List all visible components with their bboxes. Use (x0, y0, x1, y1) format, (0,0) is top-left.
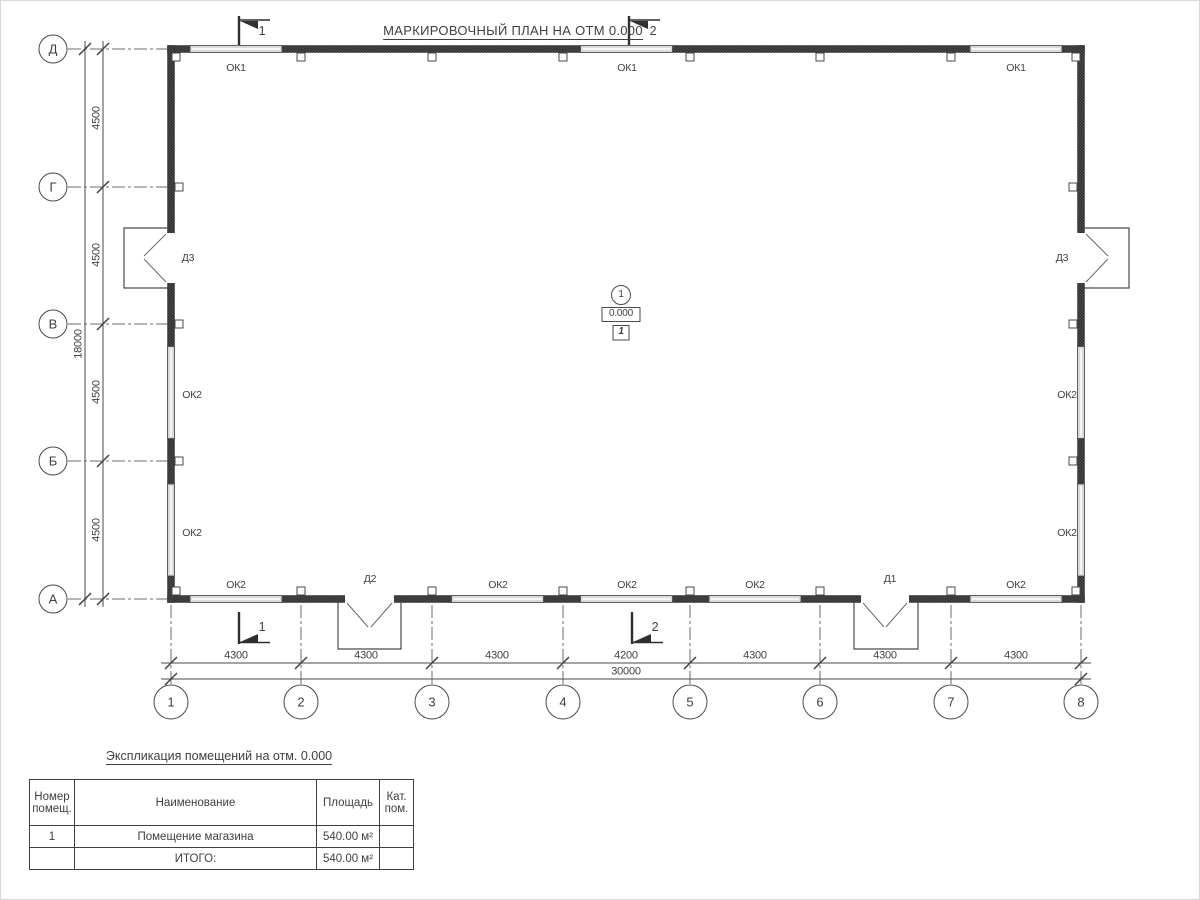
axis-bubble-row-v: В (39, 310, 68, 339)
cell-total-label: ИТОГО: (75, 848, 317, 870)
dim-label-bottom-3: 4300 (485, 649, 509, 662)
door-label-d1: Д1 (883, 572, 897, 585)
dim-label-bottom-6: 4300 (873, 649, 897, 662)
dim-label-bottom-7: 4300 (1004, 649, 1028, 662)
exterior-walls (168, 46, 1085, 603)
dim-label-left-2: 4500 (90, 243, 103, 267)
window-label-ok2: ОК2 (182, 388, 202, 401)
window-label-ok2: ОК2 (182, 526, 202, 539)
col-header-category: Кат. пом. (380, 780, 414, 826)
dim-label-bottom-1: 4300 (224, 649, 248, 662)
room-axis-number: 1 (618, 289, 624, 300)
dim-label-bottom-total: 30000 (611, 665, 641, 678)
cell-room-name: Помещение магазина (75, 826, 317, 848)
window-label-ok2: ОК2 (745, 578, 765, 591)
window-label-ok2: ОК2 (617, 578, 637, 591)
window-label-ok1: ОК1 (617, 61, 637, 74)
explication-table (29, 779, 414, 870)
dim-label-left-1: 4500 (90, 106, 103, 130)
section-number-bottom-1: 1 (258, 619, 266, 634)
section-number-top-1: 1 (258, 23, 266, 38)
dim-label-bottom-2: 4300 (354, 649, 378, 662)
window-label-ok2: ОК2 (1006, 578, 1026, 591)
dim-label-bottom-4: 4200 (614, 649, 638, 662)
elevation-value: 0.000 (608, 308, 634, 319)
axis-bubble-column-5: 5 (673, 685, 708, 720)
dim-label-left-4: 4500 (90, 518, 103, 542)
window-label-ok2: ОК2 (1057, 388, 1077, 401)
cell-total-area: 540.00 м² (317, 848, 380, 870)
dim-label-left-3: 4500 (90, 380, 103, 404)
room-number: 1 (618, 326, 624, 337)
plan-linework (1, 1, 1200, 900)
door-label-d3-right: Д3 (1055, 251, 1069, 264)
cell-empty (380, 848, 414, 870)
axis-bubble-column-6: 6 (803, 685, 838, 720)
window-label-ok2: ОК2 (488, 578, 508, 591)
axis-bubble-column-7: 7 (934, 685, 969, 720)
axis-bubble-column-3: 3 (415, 685, 450, 720)
dim-label-left-total: 18000 (72, 329, 85, 359)
axis-bubble-column-4: 4 (546, 685, 581, 720)
axis-bubble-row-d: Д (39, 35, 68, 64)
plan-title: МАРКИРОВОЧНЫЙ ПЛАН НА ОТМ 0.000 (383, 23, 643, 38)
axis-bubble-column-2: 2 (284, 685, 319, 720)
section-number-bottom-2: 2 (651, 619, 659, 634)
cell-room-area: 540.00 м² (317, 826, 380, 848)
axis-grid-lines (68, 49, 1081, 685)
door-label-d2: Д2 (363, 572, 377, 585)
window-label-ok2: ОК2 (226, 578, 246, 591)
window-label-ok1: ОК1 (226, 61, 246, 74)
col-header-name: Наименование (75, 780, 317, 826)
axis-bubble-column-1: 1 (154, 685, 189, 720)
cell-empty (30, 848, 75, 870)
cell-room-category (380, 826, 414, 848)
door-label-d3-left: Д3 (181, 251, 195, 264)
axis-bubble-row-g: Г (39, 173, 68, 202)
cell-room-number: 1 (30, 826, 75, 848)
col-header-number: Номер помещ. (30, 780, 75, 826)
axis-bubble-row-a: А (39, 585, 68, 614)
dim-label-bottom-5: 4300 (743, 649, 767, 662)
section-number-top-2: 2 (649, 23, 657, 38)
col-header-area: Площадь (317, 780, 380, 826)
window-label-ok2: ОК2 (1057, 526, 1077, 539)
window-label-ok1: ОК1 (1006, 61, 1026, 74)
axis-bubble-column-8: 8 (1064, 685, 1099, 720)
axis-bubble-row-b: Б (39, 447, 68, 476)
explication-title: Экспликация помещений на отм. 0.000 (105, 749, 333, 763)
column-markers (172, 53, 1080, 595)
windows (168, 46, 1085, 603)
